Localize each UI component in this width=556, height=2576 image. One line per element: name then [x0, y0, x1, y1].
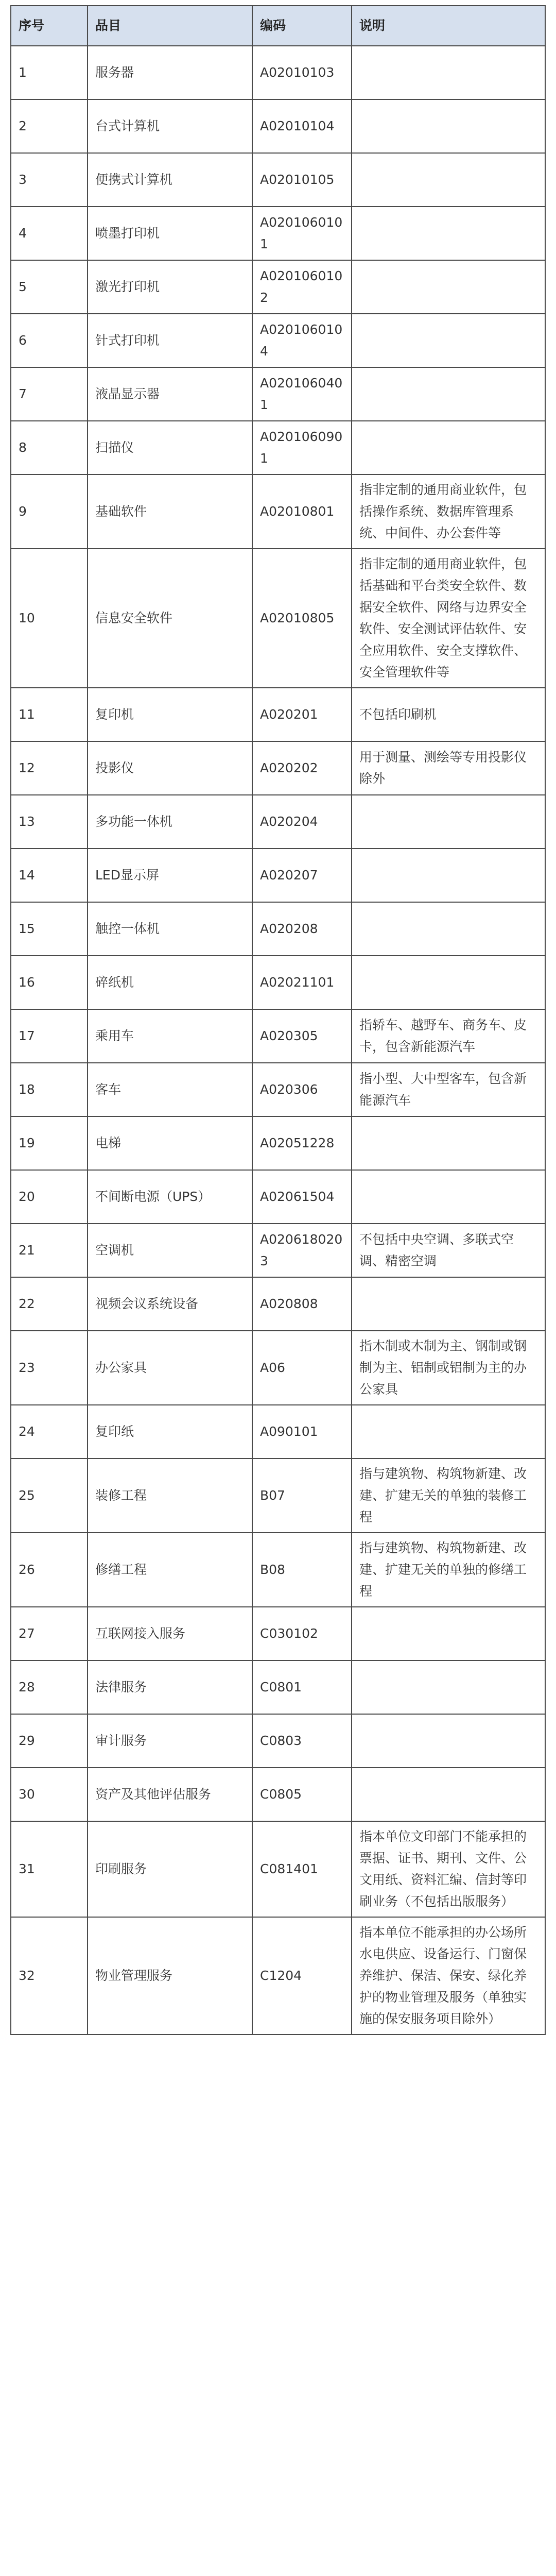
cell-item-name: 基础软件 — [88, 474, 252, 549]
cell-serial-no: 24 — [11, 1405, 88, 1459]
cell-serial-no: 27 — [11, 1607, 88, 1660]
table-row — [11, 849, 545, 902]
cell-code: A02051228 — [252, 1116, 352, 1170]
cell-description: 指本单位文印部门不能承担的票据、证书、期刊、文件、公文用纸、资料汇编、信封等印刷业务（不包括出版服务） — [352, 1821, 545, 1917]
cell-item-name: 物业管理服务 — [88, 1917, 252, 2035]
cell-serial-no: 26 — [11, 1533, 88, 1607]
cell-description — [352, 1607, 545, 1660]
cell-item-name: 办公家具 — [88, 1331, 252, 1405]
header-item-name: 品目 — [88, 6, 252, 46]
table-row — [11, 1009, 545, 1063]
cell-description: 指小型、大中型客车，包含新能源汽车 — [352, 1063, 545, 1116]
cell-description: 指与建筑物、构筑物新建、改建、扩建无关的单独的装修工程 — [352, 1459, 545, 1533]
cell-serial-no: 15 — [11, 902, 88, 956]
cell-description — [352, 421, 545, 474]
cell-serial-no: 3 — [11, 153, 88, 207]
cell-code: B08 — [252, 1533, 352, 1607]
cell-description — [352, 99, 545, 153]
cell-serial-no: 11 — [11, 688, 88, 741]
cell-serial-no: 31 — [11, 1821, 88, 1917]
cell-serial-no: 20 — [11, 1170, 88, 1224]
cell-serial-no: 9 — [11, 474, 88, 549]
table-row — [11, 1224, 545, 1277]
table-row — [11, 1116, 545, 1170]
table-row — [11, 207, 545, 260]
cell-item-name: 喷墨打印机 — [88, 207, 252, 260]
cell-serial-no: 30 — [11, 1768, 88, 1821]
cell-description: 指轿车、越野车、商务车、皮卡，包含新能源汽车 — [352, 1009, 545, 1063]
table-row — [11, 1607, 545, 1660]
table-row — [11, 549, 545, 688]
cell-description — [352, 1405, 545, 1459]
cell-serial-no: 18 — [11, 1063, 88, 1116]
cell-item-name: 复印纸 — [88, 1405, 252, 1459]
table-row — [11, 1063, 545, 1116]
cell-code: A020202 — [252, 741, 352, 795]
cell-description — [352, 153, 545, 207]
cell-item-name: 针式打印机 — [88, 314, 252, 367]
table-row — [11, 99, 545, 153]
cell-item-name: 触控一体机 — [88, 902, 252, 956]
cell-code: A02010103 — [252, 46, 352, 99]
cell-code: A020204 — [252, 795, 352, 849]
cell-description: 指非定制的通用商业软件，包括操作系统、数据库管理系统、中间件、办公套件等 — [352, 474, 545, 549]
cell-item-name: 空调机 — [88, 1224, 252, 1277]
cell-item-name: 台式计算机 — [88, 99, 252, 153]
cell-code: C0805 — [252, 1768, 352, 1821]
cell-code: A020201 — [252, 688, 352, 741]
cell-item-name: 审计服务 — [88, 1714, 252, 1768]
cell-description — [352, 902, 545, 956]
cell-description — [352, 46, 545, 99]
table-body — [11, 46, 545, 2035]
cell-item-name: 液晶显示器 — [88, 367, 252, 421]
table-row — [11, 1714, 545, 1768]
cell-code: C0803 — [252, 1714, 352, 1768]
cell-item-name: 服务器 — [88, 46, 252, 99]
table-row — [11, 956, 545, 1009]
cell-code: A02010105 — [252, 153, 352, 207]
cell-code: C0801 — [252, 1660, 352, 1714]
cell-item-name: 激光打印机 — [88, 260, 252, 314]
cell-code: A02021101 — [252, 956, 352, 1009]
cell-serial-no: 6 — [11, 314, 88, 367]
table-row — [11, 260, 545, 314]
cell-code: A020306 — [252, 1063, 352, 1116]
cell-serial-no: 17 — [11, 1009, 88, 1063]
cell-serial-no: 12 — [11, 741, 88, 795]
cell-serial-no: 2 — [11, 99, 88, 153]
table-row — [11, 741, 545, 795]
cell-item-name: 复印机 — [88, 688, 252, 741]
cell-serial-no: 29 — [11, 1714, 88, 1768]
cell-item-name: 客车 — [88, 1063, 252, 1116]
table-row — [11, 795, 545, 849]
cell-code: A020207 — [252, 849, 352, 902]
header-code: 编码 — [252, 6, 352, 46]
cell-description — [352, 956, 545, 1009]
cell-code: A020808 — [252, 1277, 352, 1331]
cell-code: C030102 — [252, 1607, 352, 1660]
cell-description — [352, 1170, 545, 1224]
cell-item-name: 互联网接入服务 — [88, 1607, 252, 1660]
table-row — [11, 46, 545, 99]
table-row — [11, 367, 545, 421]
table-row — [11, 1331, 545, 1405]
cell-item-name: 视频会议系统设备 — [88, 1277, 252, 1331]
table-row — [11, 153, 545, 207]
cell-item-name: 电梯 — [88, 1116, 252, 1170]
cell-serial-no: 19 — [11, 1116, 88, 1170]
cell-item-name: 扫描仪 — [88, 421, 252, 474]
table-row — [11, 1459, 545, 1533]
header-serial-no: 序号 — [11, 6, 88, 46]
cell-description — [352, 1714, 545, 1768]
cell-serial-no: 28 — [11, 1660, 88, 1714]
cell-serial-no: 21 — [11, 1224, 88, 1277]
cell-item-name: LED显示屏 — [88, 849, 252, 902]
cell-serial-no: 10 — [11, 549, 88, 688]
cell-serial-no: 23 — [11, 1331, 88, 1405]
cell-item-name: 印刷服务 — [88, 1821, 252, 1917]
table-row — [11, 1917, 545, 2035]
cell-description — [352, 795, 545, 849]
table-row — [11, 474, 545, 549]
cell-item-name: 乘用车 — [88, 1009, 252, 1063]
cell-item-name: 投影仪 — [88, 741, 252, 795]
table-row — [11, 1405, 545, 1459]
cell-code: A0201060102 — [252, 260, 352, 314]
cell-serial-no: 13 — [11, 795, 88, 849]
table-row — [11, 1170, 545, 1224]
cell-serial-no: 5 — [11, 260, 88, 314]
cell-code: A0201060101 — [252, 207, 352, 260]
cell-code: A0201060901 — [252, 421, 352, 474]
cell-code: A0201060401 — [252, 367, 352, 421]
cell-code: A020305 — [252, 1009, 352, 1063]
table-row — [11, 688, 545, 741]
cell-serial-no: 22 — [11, 1277, 88, 1331]
table-row — [11, 1533, 545, 1607]
cell-code: A06 — [252, 1331, 352, 1405]
cell-code: A02010805 — [252, 549, 352, 688]
cell-description — [352, 849, 545, 902]
cell-serial-no: 14 — [11, 849, 88, 902]
cell-description: 指木制或木制为主、钢制或钢制为主、铝制或铝制为主的办公家具 — [352, 1331, 545, 1405]
cell-serial-no: 16 — [11, 956, 88, 1009]
cell-item-name: 碎纸机 — [88, 956, 252, 1009]
cell-code: A02061504 — [252, 1170, 352, 1224]
header-description: 说明 — [352, 6, 545, 46]
table-row — [11, 902, 545, 956]
cell-code: C081401 — [252, 1821, 352, 1917]
cell-description — [352, 1660, 545, 1714]
table-row — [11, 1660, 545, 1714]
cell-description — [352, 314, 545, 367]
cell-code: A020208 — [252, 902, 352, 956]
cell-serial-no: 1 — [11, 46, 88, 99]
cell-item-name: 资产及其他评估服务 — [88, 1768, 252, 1821]
cell-code: A0206180203 — [252, 1224, 352, 1277]
cell-serial-no: 8 — [11, 421, 88, 474]
cell-description: 不包括中央空调、多联式空调、精密空调 — [352, 1224, 545, 1277]
table-header-row — [11, 6, 545, 46]
cell-description: 用于测量、测绘等专用投影仪除外 — [352, 741, 545, 795]
table-row — [11, 1768, 545, 1821]
cell-item-name: 信息安全软件 — [88, 549, 252, 688]
cell-code: B07 — [252, 1459, 352, 1533]
cell-description: 指与建筑物、构筑物新建、改建、扩建无关的单独的修缮工程 — [352, 1533, 545, 1607]
table-row — [11, 314, 545, 367]
cell-code: A0201060104 — [252, 314, 352, 367]
cell-item-name: 不间断电源（UPS） — [88, 1170, 252, 1224]
table-row — [11, 1277, 545, 1331]
procurement-items-table — [10, 5, 546, 2035]
cell-description: 不包括印刷机 — [352, 688, 545, 741]
cell-code: A090101 — [252, 1405, 352, 1459]
cell-code: A02010104 — [252, 99, 352, 153]
cell-description — [352, 367, 545, 421]
cell-description — [352, 1277, 545, 1331]
cell-item-name: 法律服务 — [88, 1660, 252, 1714]
cell-item-name: 装修工程 — [88, 1459, 252, 1533]
table-row — [11, 421, 545, 474]
cell-description — [352, 1768, 545, 1821]
cell-serial-no: 7 — [11, 367, 88, 421]
cell-serial-no: 32 — [11, 1917, 88, 2035]
cell-serial-no: 25 — [11, 1459, 88, 1533]
cell-description — [352, 260, 545, 314]
cell-item-name: 修缮工程 — [88, 1533, 252, 1607]
table-row — [11, 1821, 545, 1917]
cell-code: C1204 — [252, 1917, 352, 2035]
cell-item-name: 便携式计算机 — [88, 153, 252, 207]
cell-item-name: 多功能一体机 — [88, 795, 252, 849]
cell-description — [352, 207, 545, 260]
cell-description — [352, 1116, 545, 1170]
cell-code: A02010801 — [252, 474, 352, 549]
cell-description: 指本单位不能承担的办公场所水电供应、设备运行、门窗保养维护、保洁、保安、绿化养护的物业管理及服务（单独实施的保安服务项目除外） — [352, 1917, 545, 2035]
cell-description: 指非定制的通用商业软件，包括基础和平台类安全软件、数据安全软件、网络与边界安全软件、安全测试评估软件、安全应用软件、安全支撑软件、安全管理软件等 — [352, 549, 545, 688]
cell-serial-no: 4 — [11, 207, 88, 260]
